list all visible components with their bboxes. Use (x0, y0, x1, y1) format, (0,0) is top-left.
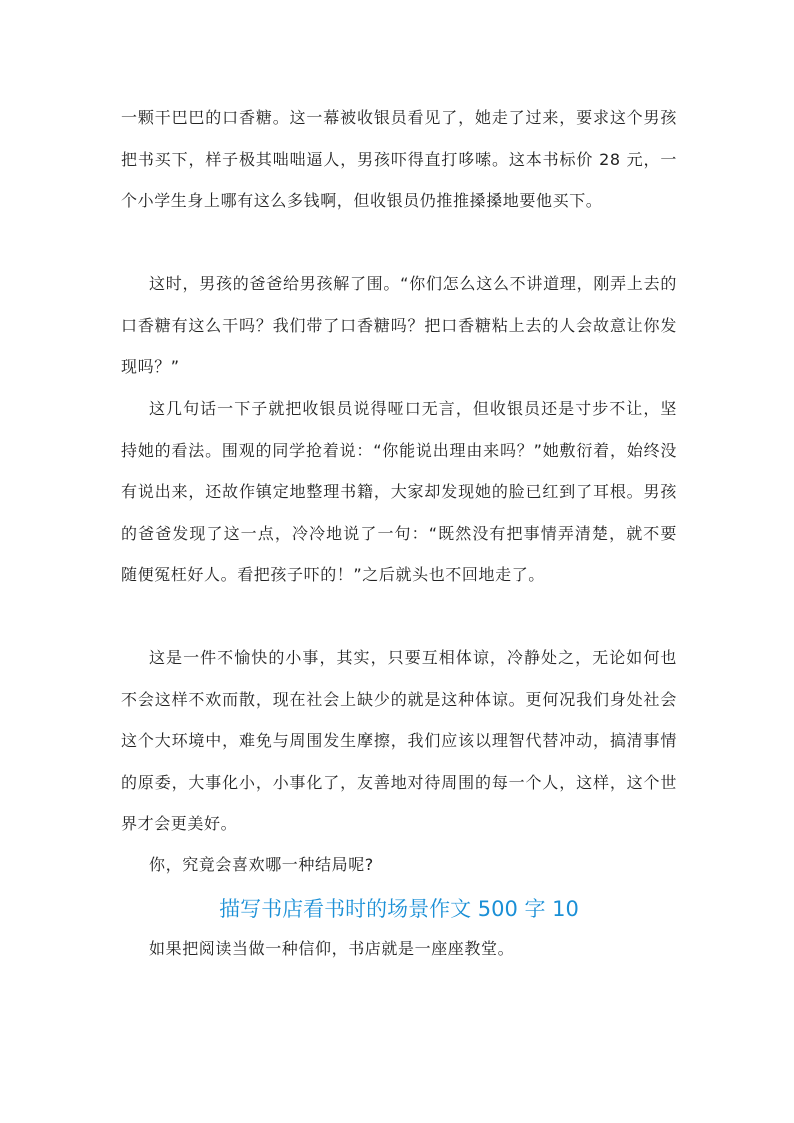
paragraph-2: 这时，男孩的爸爸给男孩解了围。“你们怎么这么不讲道理，刚弄上去的口香糖有这么干吗？我们带了口香糖吗？把口香糖粘上去的人会故意让你发现吗？” (121, 274, 677, 376)
paragraph-4: 这是一件不愉快的小事，其实，只要互相体谅，冷静处之，无论如何也不会这样不欢而散，现在社会上缺少的就是这种体谅。更何况我们身处社会这个大环境中，难免与周围发生摩擦，我们应该以理智代替冲动，搞清事情的原委，大事化小，小事化了，友善地对待周围的每一个人，这样，这个世界才会更美好。 (121, 648, 677, 833)
paragraph-1: 一颗干巴巴的口香糖。这一幕被收银员看见了，她走了过来，要求这个男孩把书买下，样子极其咄咄逼人，男孩吓得直打哆嗦。这本书标价 28 元，一个小学生身上哪有这么多钱啊，但收银员仍推推搡搡地要他买下。 (121, 108, 677, 210)
section-heading: 描写书店看书时的场景作文 500 字 10 (219, 897, 579, 921)
paragraph-3: 这几句话一下子就把收银员说得哑口无言，但收银员还是寸步不让，坚持她的看法。围观的同学抢着说：“你能说出理由来吗？”她敷衍着，始终没有说出来，还故作镇定地整理书籍，大家却发现她的脸已红到了耳根。男孩的爸爸发现了这一点，冷冷地说了一句：“既然没有把事情弄清楚，就不要随便冤枉好人。看把孩子吓的！”之后就头也不回地走了。 (121, 399, 677, 584)
paragraph-5: 你，究竟会喜欢哪一种结局呢? (149, 855, 374, 874)
paragraph-6: 如果把阅读当做一种信仰，书店就是一座座教堂。 (149, 939, 515, 958)
